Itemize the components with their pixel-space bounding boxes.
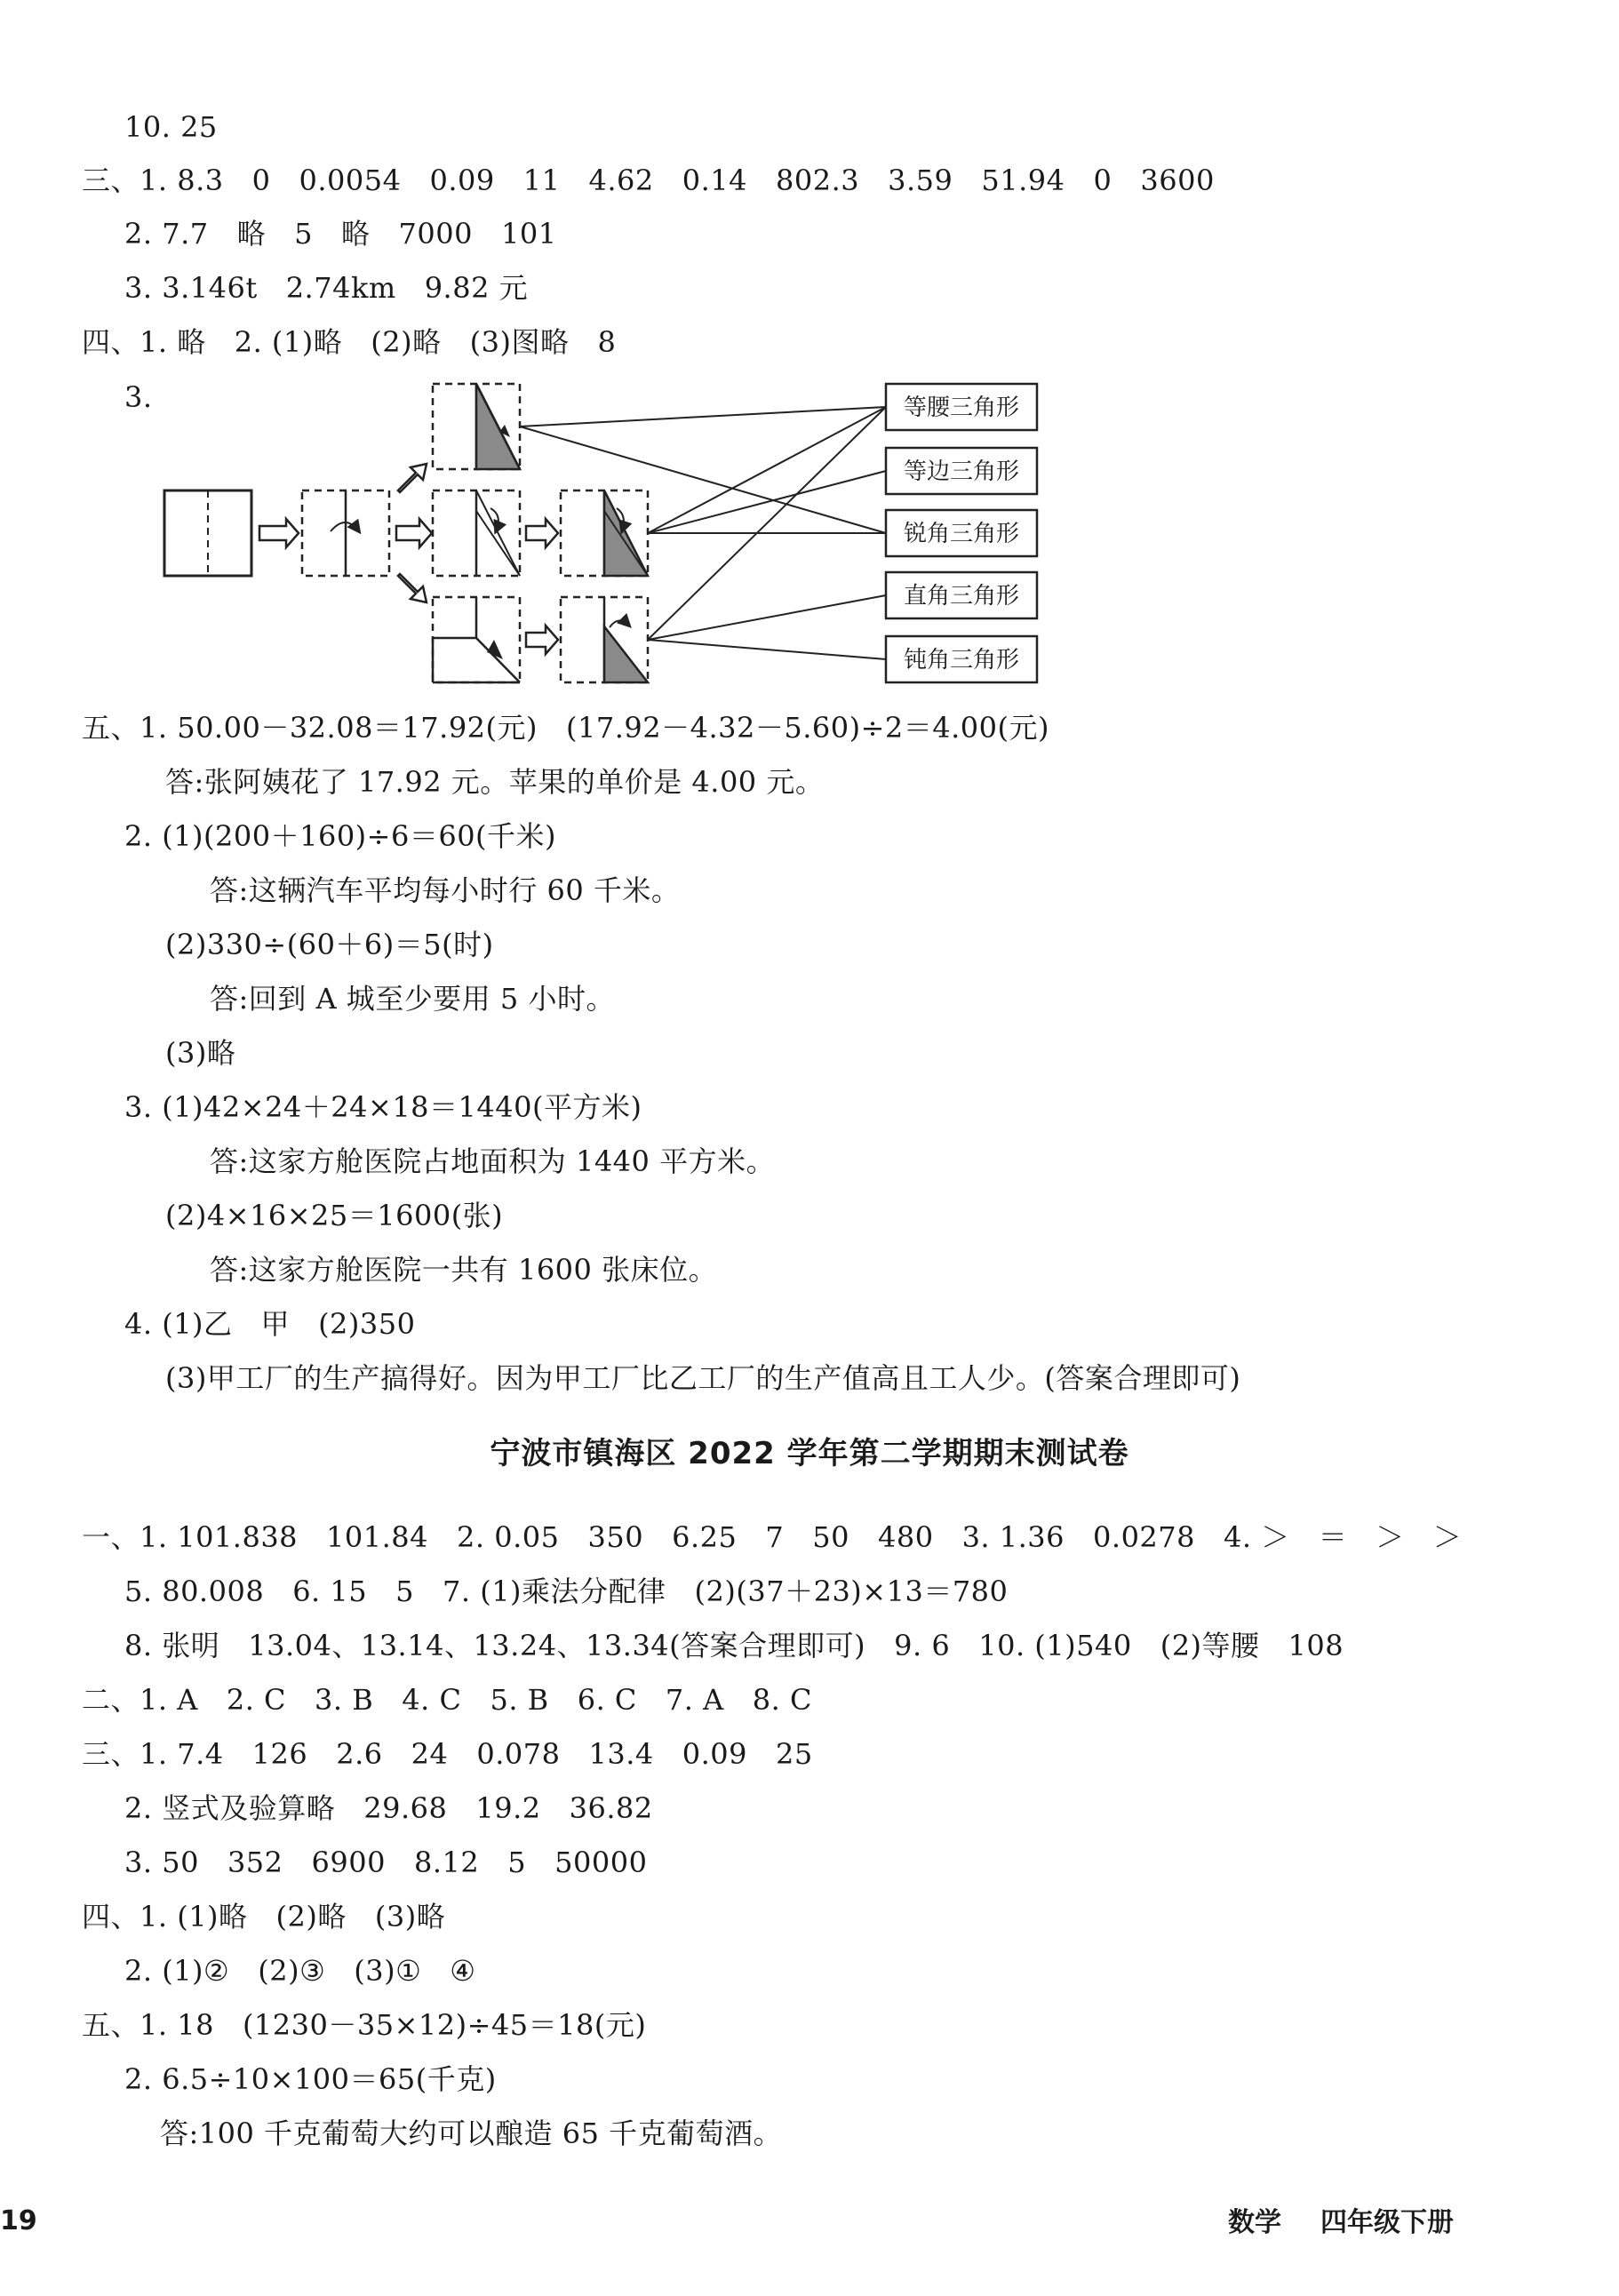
text-line: 2. 7.7 略 5 略 7000 101 <box>124 217 557 251</box>
arrow-right-icon <box>396 519 432 547</box>
arrow-up-right-icon <box>398 464 427 492</box>
text-line: 8. 张明 13.04、13.14、13.24、13.34(答案合理即可) 9. 6 10. (1)540 (2)等腰 108 <box>124 1629 1344 1662</box>
text-line: 3. 3.146t 2.74km 9.82 元 <box>124 271 529 305</box>
text-line: 答:这家方舱医院一共有 1600 张床位。 <box>210 1253 718 1287</box>
label-right: 直角三角形 <box>903 583 1020 610</box>
text-line: 二、1. A 2. C 3. B 4. C 5. B 6. C 7. A 8. C <box>82 1683 812 1717</box>
text-line: 4. (1)乙 甲 (2)350 <box>124 1307 416 1341</box>
label-obtuse: 钝角三角形 <box>903 647 1020 674</box>
arrow-down-right-icon <box>398 574 427 602</box>
text-line: 答:100 千克葡萄大约可以酿造 65 千克葡萄酒。 <box>160 2117 783 2150</box>
text-line: 3. <box>124 380 153 414</box>
text-line: 答:这家方舱医院占地面积为 1440 平方米。 <box>210 1144 776 1178</box>
text-line: 五、1. 50.00－32.08＝17.92(元) (17.92－4.32－5.60)÷2＝4.00(元) <box>82 711 1049 745</box>
text-line: 四、1. 略 2. (1)略 (2)略 (3)图略 8 <box>82 325 617 359</box>
text-line: 答:张阿姨花了 17.92 元。苹果的单价是 4.00 元。 <box>165 765 825 799</box>
text-line: 答:这辆汽车平均每小时行 60 千米。 <box>210 873 681 907</box>
fold-middle-step <box>433 490 520 576</box>
text-line: 3. 50 352 6900 8.12 5 50000 <box>124 1846 648 1879</box>
text-line: 三、1. 8.3 0 0.0054 0.09 11 4.62 0.14 802.3 3.59 51.94 0 3600 <box>82 163 1215 197</box>
fold-top-result <box>433 384 520 469</box>
label-isosceles: 等腰三角形 <box>903 395 1020 421</box>
footer-grade: 四年级下册 <box>1320 2207 1454 2238</box>
fold-middle-result <box>561 490 648 576</box>
page-number: 19 <box>0 2205 37 2236</box>
text-line: (3)甲工厂的生产搞得好。因为甲工厂比乙工厂的生产值高且工人少。(答案合理即可) <box>165 1361 1241 1395</box>
text-line: (3)略 <box>165 1036 236 1070</box>
arrow-right-icon <box>526 626 558 654</box>
label-equilateral: 等边三角形 <box>903 458 1020 485</box>
text-line: 一、1. 101.838 101.84 2. 0.05 350 6.25 7 50 480 3. 1.36 0.0278 4. ＞ ＝ ＞ ＞ <box>82 1520 1463 1554</box>
triangle-folding-diagram <box>0 0 1619 702</box>
section-title: 宁波市镇海区 2022 学年第二学期期末测试卷 <box>490 1436 1129 1471</box>
connection-lines <box>520 407 886 659</box>
text-line: 3. (1)42×24＋24×18＝1440(平方米) <box>124 1090 642 1124</box>
label-acute: 锐角三角形 <box>903 521 1020 547</box>
footer-subject: 数学 <box>1228 2207 1281 2238</box>
arrow-right-icon <box>259 519 299 547</box>
arrow-right-icon <box>526 519 558 547</box>
text-line: 五、1. 18 (1230－35×12)÷45＝18(元) <box>82 2008 647 2042</box>
text-line: (2)330÷(60＋6)＝5(时) <box>165 928 494 961</box>
text-line: (2)4×16×25＝1600(张) <box>165 1199 504 1232</box>
text-line: 10. 25 <box>124 110 218 144</box>
text-line: 5. 80.008 6. 15 5 7. (1)乘法分配律 (2)(37＋23)×13＝780 <box>124 1575 1009 1608</box>
text-line: 2. 竖式及验算略 29.68 19.2 36.82 <box>124 1791 653 1825</box>
text-line: 四、1. (1)略 (2)略 (3)略 <box>82 1900 446 1933</box>
text-line: 2. (1)(200＋160)÷6＝60(千米) <box>124 819 557 853</box>
fold-bottom-step <box>433 597 520 682</box>
text-line: 三、1. 7.4 126 2.6 24 0.078 13.4 0.09 25 <box>82 1737 813 1771</box>
text-line: 2. (1)② (2)③ (3)① ④ <box>124 1954 476 1988</box>
paper-folded-half <box>302 490 389 576</box>
text-line: 答:回到 A 城至少要用 5 小时。 <box>210 982 615 1016</box>
fold-bottom-result <box>561 597 648 682</box>
paper-unfolded <box>164 490 251 576</box>
text-line: 2. 6.5÷10×100＝65(千克) <box>124 2062 497 2096</box>
